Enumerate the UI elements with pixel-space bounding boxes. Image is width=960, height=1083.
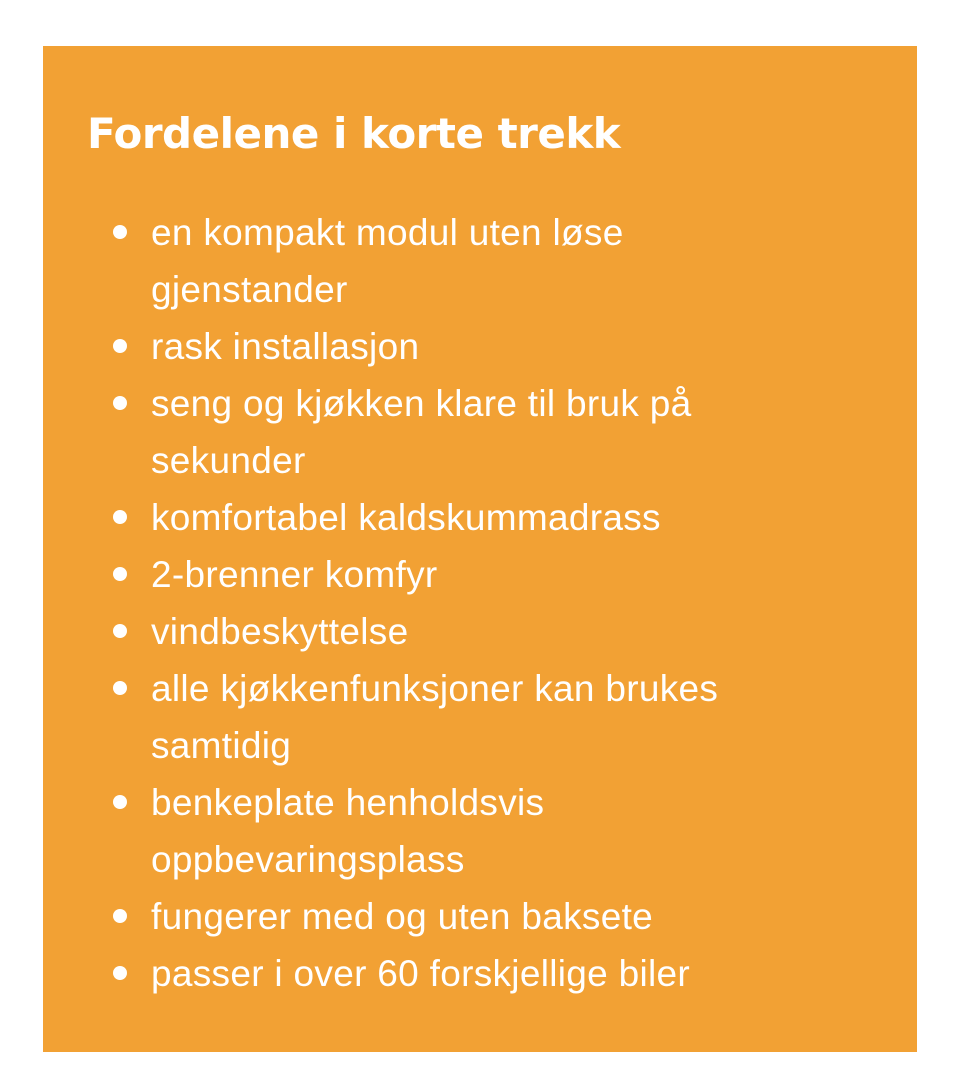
list-item-text: passer i over 60 forskjellige biler: [151, 953, 691, 994]
list-item-text: 2-brenner komfyr: [151, 554, 438, 595]
list-item: [87, 318, 877, 375]
list-item: [87, 774, 651, 888]
list-item: [87, 204, 711, 318]
features-panel: [43, 46, 917, 1052]
list-item-text: vindbeskyttelse: [151, 611, 409, 652]
list-item: [87, 375, 791, 489]
feature-list: [87, 204, 877, 1002]
list-item-text: seng og kjøkken klare til bruk på sekunder: [151, 383, 692, 481]
list-item: [87, 945, 877, 1002]
list-item-text: alle kjøkkenfunksjoner kan brukes samtidig: [151, 668, 719, 766]
list-item: [87, 489, 877, 546]
list-item-text: komfortabel kaldskummadrass: [151, 497, 661, 538]
bullet-icon: [113, 624, 127, 638]
bullet-icon: [113, 909, 127, 923]
panel-title: Fordelene i korte trekk: [87, 109, 621, 158]
bullet-icon: [113, 966, 127, 980]
list-item-text: en kompakt modul uten løse gjenstander: [151, 212, 624, 310]
bullet-icon: [113, 339, 127, 353]
bullet-icon: [113, 795, 127, 809]
list-item: [87, 546, 877, 603]
list-item: [87, 660, 831, 774]
bullet-icon: [113, 567, 127, 581]
bullet-icon: [113, 510, 127, 524]
list-item: [87, 603, 877, 660]
list-item-text: fungerer med og uten baksete: [151, 896, 654, 937]
bullet-icon: [113, 681, 127, 695]
bullet-icon: [113, 396, 127, 410]
list-item: [87, 888, 877, 945]
list-item-text: benkeplate henholdsvis oppbevaringsplass: [151, 782, 545, 880]
list-item-text: rask installasjon: [151, 326, 420, 367]
bullet-icon: [113, 225, 127, 239]
